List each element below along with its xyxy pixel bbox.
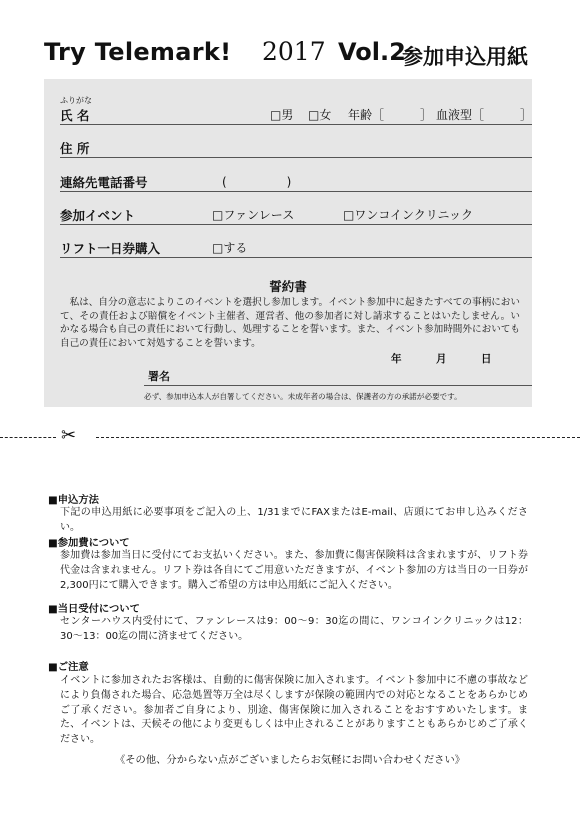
address-underline[interactable] [60,157,532,158]
title-suffix: 参加申込用紙 [402,45,528,69]
cut-dash-right [96,437,580,438]
section-body-reception: センターハウス内受付にて、ファンレースは9：00〜9：30迄の間に、ワンコインクリニックは12：30〜13：00迄の間に済ませてください。 [60,616,528,642]
page-title [0,38,580,74]
section-body-caution: イベントに参加されたお客様は、自動的に傷害保険に加入されます。イベント参加中に不慮の事故などにより負傷された場合、応急処置等万全は尽くしますが保険の範囲内での対応となることをあらかじめご了承ください。参加者ご自身により、別途、傷害保険に加入されることをおすすめいたします。また、イベントは、天候その他により変更もしくは中止されることがありますこともあらかじめご了承ください。 [60,675,528,746]
age-field[interactable]: 年齢［ ］ [348,108,433,122]
section-heading-fee: ■参加費について [48,537,130,549]
lift-ticket-checkbox[interactable]: □する [212,241,248,255]
phone-field[interactable]: ( ) [222,175,292,189]
address-label: 住 所 [60,141,90,156]
section-heading-application: ■申込方法 [48,494,99,506]
section-body-fee: 参加費は参加当日に受付にてお支払いください。また、参加費に傷害保険料は含まれますが、リフト券代金は含まれません。リフト券は各自にてご用意いただきますが、イベント参加の方は当日の一日券が2,300円にて購入できます。購入ご希望の方は申込用紙にご記入ください。 [60,550,528,591]
lift-underline [60,257,532,258]
furigana-label: ふりがな [60,96,92,105]
female-checkbox[interactable]: □女 [308,108,332,122]
title-main: Try Telemark! [44,38,232,66]
date-year: 年 [391,353,402,365]
event-clinic-checkbox[interactable]: □ワンコインクリニック [343,208,474,222]
phone-label: 連絡先電話番号 [60,175,148,190]
footer-contact-note: 《その他、分からない点がございましたらお気軽にお問い合わせください》 [114,754,466,766]
pledge-body: 私は、自分の意志によりこのイベントを選択し参加します。イベント参加中に起きたすべての事柄において、その責任および賠償をイベント主催者、運営者、他の参加者に対し請求することはいたしません。いかなる場合も自己の責任において行動し、処理することを誓います。また、イベント参加時間外においても自己の責任において対処することを誓います。 [60,297,520,349]
scissors-icon: ✂ [61,425,77,446]
name-label: 氏 名 [60,108,90,123]
event-fun-race-checkbox[interactable]: □ファンレース [212,208,295,222]
date-day: 日 [481,353,492,365]
male-checkbox[interactable]: □男 [270,108,294,122]
section-heading-reception: ■当日受付について [48,603,140,615]
event-label: 参加イベント [60,208,136,223]
cut-dash-left [0,437,56,438]
phone-underline [60,191,532,192]
event-underline [60,224,532,225]
date-month: 月 [436,353,447,365]
lift-ticket-label: リフト一日券購入 [60,241,161,256]
title-year: 2017 [262,37,326,66]
blood-type-field[interactable]: 血液型［ ］ [436,108,533,122]
section-body-application: 下記の申込用紙に必要事項をご記入の上、1/31までにFAXまたはE-mail、店頭にてお申し込みください。 [60,507,528,533]
application-form [44,79,532,407]
section-heading-caution: ■ご注意 [48,661,89,673]
signature-note: 必ず、参加申込本人が自署してください。未成年者の場合は、保護者の方の承諾が必要です。 [144,392,462,401]
signature-line[interactable] [144,385,532,386]
pledge-title: 誓約書 [269,279,307,294]
cut-line [0,425,580,446]
title-vol: Vol.2 [338,38,406,66]
signature-label: 署名 [148,370,170,383]
name-underline [60,124,532,125]
